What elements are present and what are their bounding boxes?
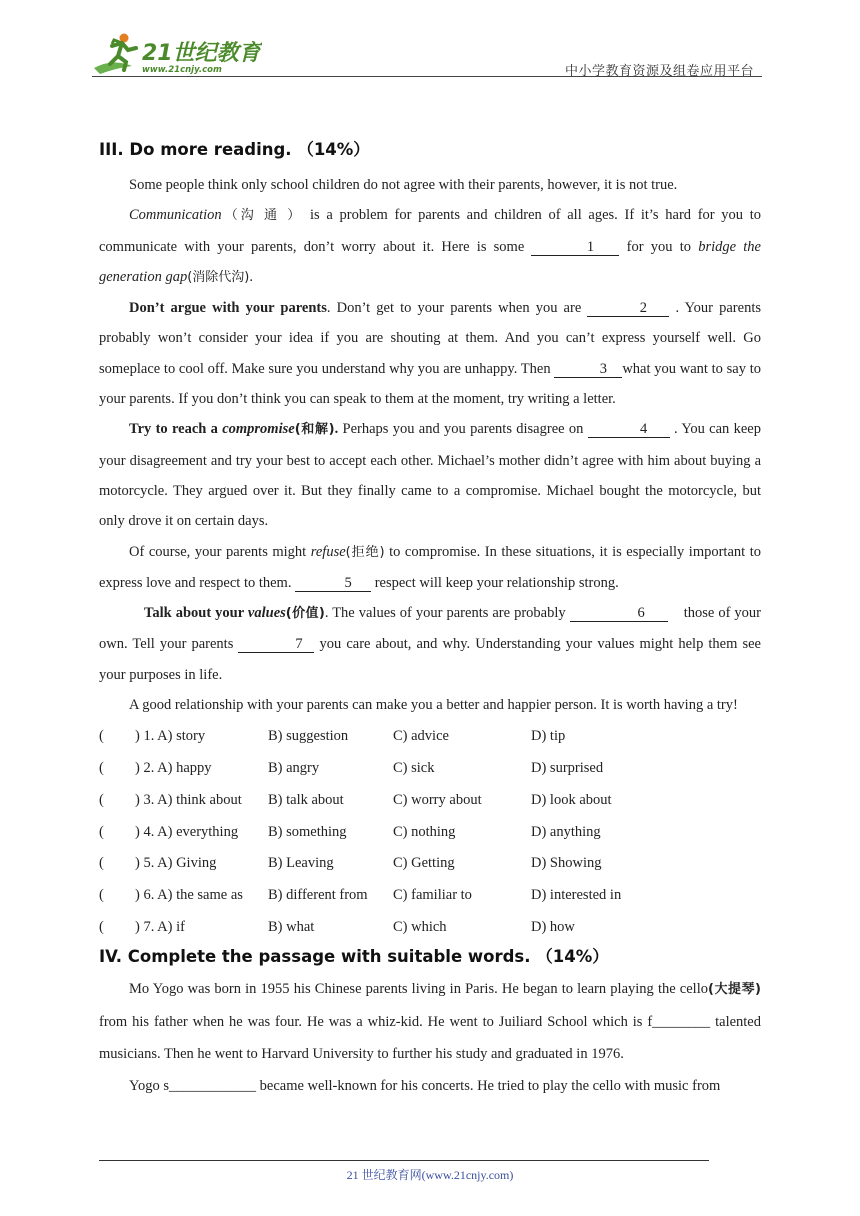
svg-text:www.21cnjy.com: www.21cnjy.com bbox=[142, 65, 222, 75]
option-c[interactable]: C) worry about bbox=[393, 791, 482, 808]
paragraph-compromise: Try to reach a compromise(和解). Perhaps you and you parents disagree on 4 . You can keep your disagreement and try your best to accept each other. Michael’s mother didn’t agree with him about buying a motorcycle. They argued over it. But they finally came to a compromise. Michael bought the motorcycle, but only drove it on certain days. bbox=[99, 421, 761, 530]
option-c[interactable]: C) which bbox=[393, 919, 447, 936]
blank-7[interactable]: 7 bbox=[238, 636, 314, 653]
option-d[interactable]: D) tip bbox=[531, 728, 566, 745]
option-c[interactable]: C) Getting bbox=[393, 855, 455, 872]
option-b[interactable]: B) something bbox=[268, 823, 347, 840]
option-d[interactable]: D) surprised bbox=[531, 760, 604, 777]
paragraph-intro: Some people think only school children do not agree with their parents, however, it is not true. bbox=[129, 177, 678, 193]
option-b[interactable]: B) suggestion bbox=[268, 728, 349, 745]
option-d[interactable]: D) how bbox=[531, 919, 575, 936]
option-row: ( ) 6. A) the same as B) different from C) familiar to D) interested in bbox=[99, 879, 761, 911]
option-b[interactable]: B) talk about bbox=[268, 791, 344, 808]
option-c[interactable]: C) sick bbox=[393, 760, 435, 777]
paragraph-dont-argue: Don’t argue with your parents. Don’t get to your parents when you are 2 . Your parents probably won’t consider your idea if you are shouting at them. And you can’t express yourself well. Go someplace to cool off. Make sure you understand why you are unhappy. Then 3 what you want to say to your parents. If you don’t think you can speak to them at the moment, try writing a letter. bbox=[99, 300, 761, 408]
svg-text:21世纪教育: 21世纪教育 bbox=[142, 41, 261, 66]
option-c[interactable]: C) advice bbox=[393, 728, 449, 745]
options-list bbox=[99, 720, 761, 943]
document-body bbox=[99, 138, 761, 1102]
option-b[interactable]: B) what bbox=[268, 919, 315, 936]
platform-name: 中小学教育资源及组卷应用平台 bbox=[564, 64, 754, 79]
option-d[interactable]: D) anything bbox=[531, 823, 601, 840]
logo-21cnjy bbox=[92, 30, 262, 76]
option-b[interactable]: B) angry bbox=[268, 760, 320, 777]
option-row: ( ) 1. A) story B) suggestion C) advice D) tip bbox=[99, 720, 761, 752]
blank-6[interactable]: 6 bbox=[570, 605, 668, 622]
header-divider bbox=[92, 76, 762, 77]
option-b[interactable]: B) different from bbox=[268, 887, 368, 904]
option-row: ( ) 2. A) happy B) angry C) sick D) surprised bbox=[99, 752, 761, 784]
paragraph-values: Talk about your values(价值). The values of your parents are probably 6 those of your own. Tell your parents 7 you care about, and why. Understanding your values might help them see your purposes in life. bbox=[99, 605, 762, 683]
option-row: ( ) 4. A) everything B) something C) nothing D) anything bbox=[99, 816, 761, 848]
blank-3[interactable]: 3 bbox=[554, 361, 622, 378]
section-3-heading: III. Do more reading. （14%） bbox=[99, 140, 370, 159]
option-d[interactable]: D) interested in bbox=[531, 887, 622, 904]
paragraph-yogo-2: Yogo s____________ became well-known for his concerts. He tried to play the cello with music from bbox=[129, 1077, 721, 1094]
blank-1[interactable]: 1 bbox=[531, 239, 619, 256]
option-c[interactable]: C) nothing bbox=[393, 823, 456, 840]
section-4-heading: IV. Complete the passage with suitable words. （14%） bbox=[99, 946, 609, 966]
footer-divider bbox=[99, 1160, 709, 1161]
option-row: ( ) 3. A) think about B) talk about C) worry about D) look about bbox=[99, 784, 761, 816]
blank-5[interactable]: 5 bbox=[295, 575, 371, 592]
page-header bbox=[92, 30, 762, 78]
option-row: ( ) 5. A) Giving B) Leaving C) Getting D) Showing bbox=[99, 848, 761, 880]
paragraph-refuse: Of course, your parents might refuse(拒绝) to compromise. In these situations, it is especially important to express love and respect to them. 5 respect will keep your relationship strong. bbox=[99, 543, 761, 591]
option-row: ( ) 7. A) if B) what C) which D) how bbox=[99, 911, 761, 943]
blank-2[interactable]: 2 bbox=[587, 300, 669, 317]
option-d[interactable]: D) look about bbox=[531, 791, 612, 808]
option-b[interactable]: B) Leaving bbox=[268, 855, 334, 872]
paragraph-yogo-1: Mo Yogo was born in 1955 his Chinese parents living in Paris. He began to learn playing the cello(大提琴) from his father when he was four. He was a whiz-kid. He went to Juiliard School which is f________ talented musicians. Then he went to Harvard University to further his study and graduated in 1976. bbox=[99, 980, 762, 1062]
option-d[interactable]: D) Showing bbox=[531, 855, 602, 872]
paragraph-communication: Communication（沟 通 ） is a problem for parents and children of all ages. If it’s hard for you to communicate with your parents, don’t worry about it. Here is some 1 for you to bridge the generation gap(消除代沟). bbox=[99, 207, 762, 285]
footer-text: 21 世纪教育网(www.21cnjy.com) bbox=[346, 1168, 514, 1182]
paragraph-conclusion: A good relationship with your parents can make you a better and happier person. It is worth having a try! bbox=[129, 697, 738, 714]
option-c[interactable]: C) familiar to bbox=[393, 887, 472, 904]
blank-4[interactable]: 4 bbox=[588, 421, 670, 438]
